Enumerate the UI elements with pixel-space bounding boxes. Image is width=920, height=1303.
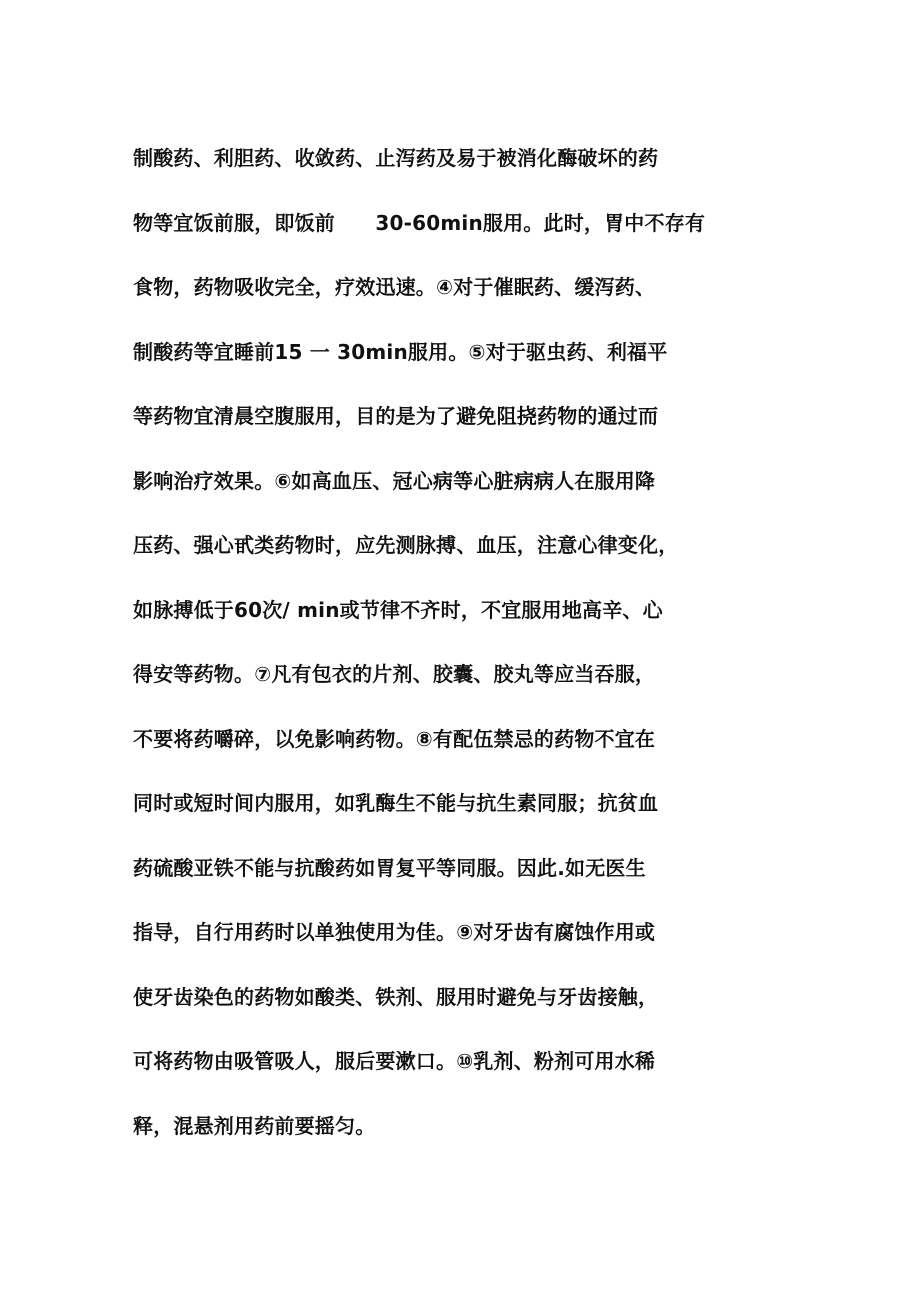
- text-line: 使牙齿染色的药物如酸类、铁剂、服用时避免与牙齿接触，: [133, 984, 659, 1009]
- text-line: 等药物宜清晨空腹服用，目的是为了避免阻挠药物的通过而: [133, 404, 659, 428]
- text-line: 不要将药嚼碎，以免影响药物。⑧有配伍禁忌的药物不宜在: [133, 726, 656, 751]
- text-line: 得安等药物。⑦凡有包衣的片剂、胶囊、胶丸等应当吞服，: [133, 662, 656, 686]
- text-line: 释，混悬剂用药前要摇匀。: [133, 1113, 376, 1138]
- text-line: 物等宜饭前服，即饭前 30-60min服用。此时，胃中不存有: [133, 210, 706, 235]
- body-text: [133, 138, 733, 1170]
- text-line: 食物，药物吸收完全，疗效迅速。④对于催眠药、缓泻药、: [133, 275, 656, 299]
- text-line: 影响治疗效果。⑥如高血压、冠心病等心脏病病人在服用降: [133, 468, 656, 493]
- text-line: 可将药物由吸管吸人，服后要漱口。⑩乳剂、粉剂可用水稀: [133, 1049, 656, 1073]
- text-line: 药硫酸亚铁不能与抗酸药如胃复平等同服。因此.如无医生: [133, 855, 646, 880]
- text-line: 指导，自行用药时以单独使用为佳。⑨对牙齿有腐蚀作用或: [133, 920, 656, 944]
- text-line: 同时或短时间内服用，如乳酶生不能与抗生素同服；抗贫血: [133, 791, 659, 815]
- text-line: 压药、强心甙类药物时，应先测脉搏、血压，注意心律变化，: [133, 533, 679, 557]
- text-line: 制酸药等宜睡前15 一 30min服用。⑤对于驱虫药、利福平: [133, 339, 668, 364]
- text-line: 如脉搏低于60次/ min或节律不齐时，不宜服用地高辛、心: [133, 597, 663, 622]
- text-line: 制酸药、利胆药、收敛药、止泻药及易于被消化酶破坏的药: [133, 146, 659, 170]
